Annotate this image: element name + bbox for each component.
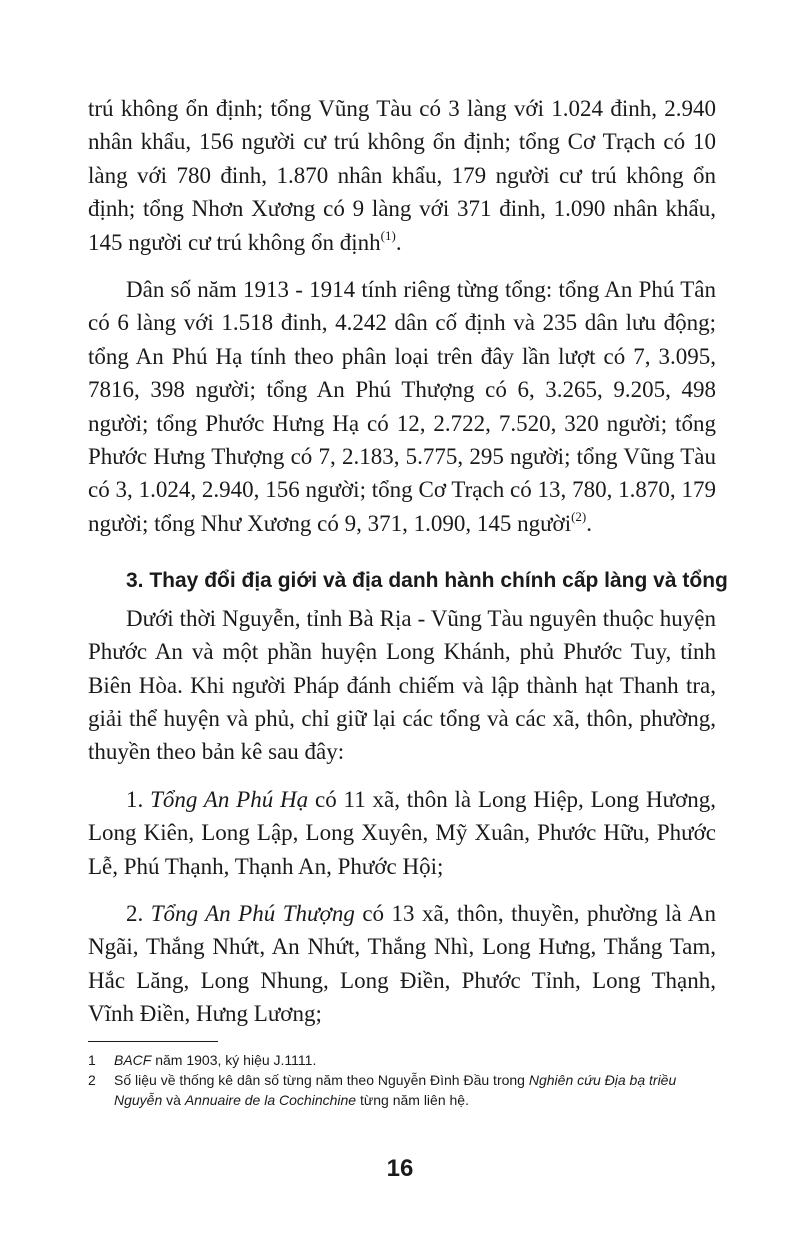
list-number: 1. <box>126 786 151 812</box>
paragraph-tail: . <box>586 510 593 536</box>
paragraph-nguyen-era: Dưới thời Nguyễn, tỉnh Bà Rịa - Vũng Tàu nguyên thuộc huyện Phước An và một phần huyện Long Khánh, phủ Phước Tuy, tỉnh Biên Hòa. Khi người Pháp đánh chiếm và lập thành hạt Thanh tra, giải thể huyện và phủ, chỉ giữ lại các tổng và các xã, thôn, phường, thuyền theo bản kê sau đây: <box>88 605 716 765</box>
footnote-divider <box>88 1041 218 1042</box>
list-number: 2. <box>126 900 151 926</box>
footnote-1 <box>88 1050 716 1070</box>
section-heading: 3. Thay đổi địa giới và địa danh hành chính cấp làng và tổng <box>126 569 728 593</box>
footnote-book-title: Nghiên cứu Địa bạ triều Nguyễn <box>114 1072 677 1108</box>
footnote-text: và <box>162 1092 185 1108</box>
district-name: Tổng An Phú Hạ <box>150 786 309 812</box>
paragraph-population-1913 <box>88 273 716 540</box>
paragraph-continuation <box>88 92 716 259</box>
list-item-an-phu-thuong <box>88 897 716 1031</box>
footnote-source: BACF <box>114 1052 152 1068</box>
footnote-number: 1 <box>88 1052 96 1068</box>
paragraph-text: trú không ổn định; tổng Vũng Tàu có 3 làng với 1.024 đinh, 2.940 nhân khẩu, 156 người cư trú không ổn định; tổng Cơ Trạch có 10 làng với 780 đinh, 1.870 nhân khẩu, 179 người cư trú không ổn định; tổng Nhơn Xương có 9 làng với 371 đinh, 1.090 nhân khẩu, 145 người cư trú không ổn định <box>88 96 716 255</box>
footnote-2 <box>88 1070 716 1110</box>
footnote-text: từng năm liên hệ. <box>356 1092 469 1108</box>
district-name: Tổng An Phú Thượng <box>150 900 355 926</box>
list-text: có 13 xã, thôn, thuyền, phường là An Ngãi, Thắng Nhứt, An Nhứt, Thắng Nhì, Long Hưng, Thắng Tam, Hắc Lăng, Long Nhung, Long Điền, Phước Tỉnh, Long Thạnh, Vĩnh Điền, Hưng Lương; <box>88 900 716 1027</box>
footnotes <box>88 1050 716 1110</box>
list-item-an-phu-ha <box>88 783 716 883</box>
footnote-ref-2[interactable]: (2) <box>571 508 587 524</box>
paragraph-text: Dân số năm 1913 - 1914 tính riêng từng tổng: tổng An Phú Tân có 6 làng với 1.518 đinh, 4.242 dân cố định và 235 dân lưu động; tổng An Phú Hạ tính theo phân loại trên đây lần lượt có 7, 3.095, 7816, 398 người; tổng An Phú Thượng có 6, 3.265, 9.205, 498 người; tổng Phước Hưng Hạ có 12, 2.722, 7.520, 320 người; tổng Phước Hưng Thượng có 7, 2.183, 5.775, 295 người; tổng Vũng Tàu có 3, 1.024, 2.940, 156 người; tổng Cơ Trạch có 13, 780, 1.870, 179 người; tổng Như Xương có 9, 371, 1.090, 145 người <box>88 277 716 536</box>
footnote-ref-1[interactable]: (1) <box>380 227 396 243</box>
footnote-number: 2 <box>88 1072 96 1088</box>
page-number: 16 <box>386 1155 414 1182</box>
list-text: có 11 xã, thôn là Long Hiệp, Long Hương, Long Kiên, Long Lập, Long Xuyên, Mỹ Xuân, Phước Hữu, Phước Lễ, Phú Thạnh, Thạnh An, Phước Hội; <box>88 786 716 879</box>
paragraph-tail: . <box>395 229 402 255</box>
footnote-text: Số liệu về thống kê dân số từng năm theo Nguyễn Đình Đầu trong <box>114 1072 529 1088</box>
main-text <box>88 92 728 1031</box>
footnote-text: năm 1903, ký hiệu J.1111. <box>151 1052 317 1068</box>
footnote-book-title: Annuaire de la Cochinchine <box>184 1092 357 1108</box>
